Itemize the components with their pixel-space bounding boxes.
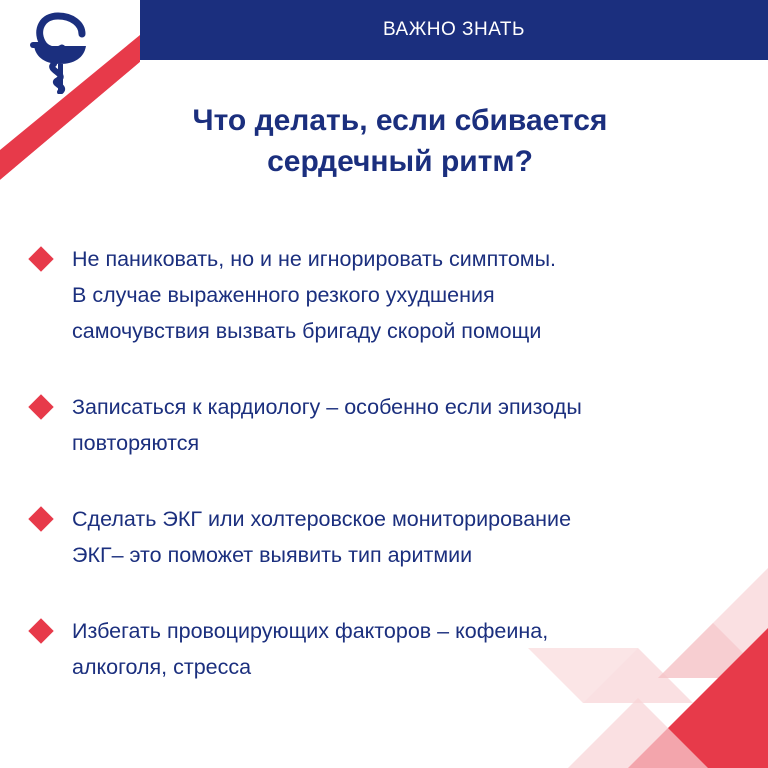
diamond-bullet-icon bbox=[28, 394, 53, 419]
item-1-line-2: В случае выраженного резкого ухудшения bbox=[72, 283, 495, 307]
bowl-of-hygieia-icon bbox=[28, 12, 92, 94]
diamond-bullet-icon bbox=[28, 246, 53, 271]
item-1-line-1: Не паниковать, но и не игнорировать симптомы. bbox=[72, 247, 557, 271]
header-banner bbox=[140, 0, 768, 60]
title-line-2: сердечный ритм? bbox=[267, 145, 533, 178]
list-item bbox=[30, 613, 750, 685]
list-item bbox=[30, 501, 750, 573]
page-title bbox=[100, 100, 700, 182]
list-item bbox=[30, 241, 750, 349]
item-4-line-2: алкоголя, стресса bbox=[72, 655, 252, 679]
banner-label: ВАЖНО ЗНАТЬ bbox=[383, 19, 525, 40]
item-1-line-3: самочувствия вызвать бригаду скорой помощи bbox=[72, 319, 542, 343]
item-4-line-1: Избегать провоцирующих факторов – кофеина, bbox=[72, 619, 549, 643]
list-item bbox=[30, 389, 750, 461]
advice-list bbox=[30, 241, 750, 725]
diamond-bullet-icon bbox=[28, 506, 53, 531]
diamond-bullet-icon bbox=[28, 618, 53, 643]
item-2-line-2: повторяются bbox=[72, 431, 200, 455]
item-3-line-1: Сделать ЭКГ или холтеровское мониторирование bbox=[72, 507, 572, 531]
item-2-line-1: Записаться к кардиологу – особенно если эпизоды bbox=[72, 395, 582, 419]
title-line-1: Что делать, если сбивается bbox=[192, 104, 608, 137]
item-3-line-2: ЭКГ– это поможет выявить тип аритмии bbox=[72, 543, 473, 567]
